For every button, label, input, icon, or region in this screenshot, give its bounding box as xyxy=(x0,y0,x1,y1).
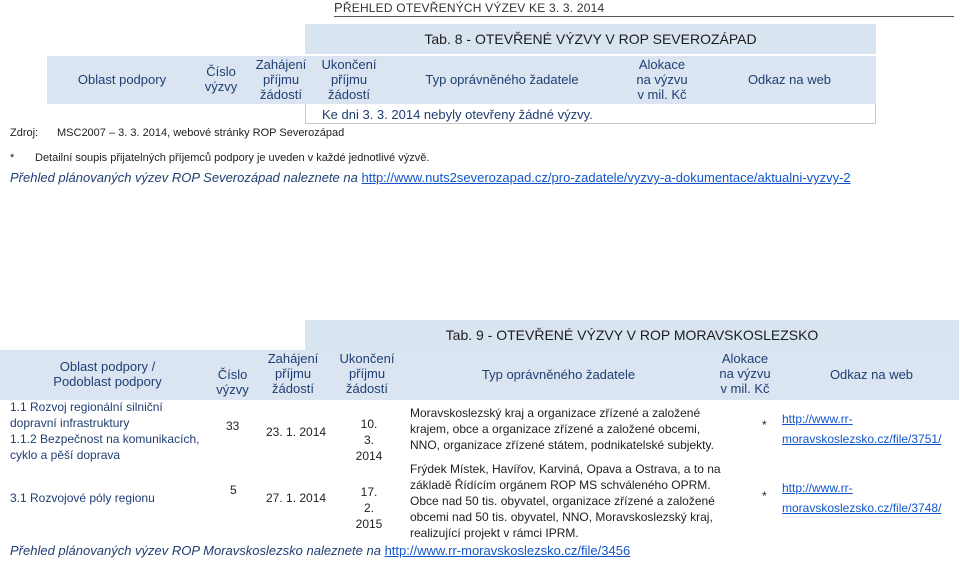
row2-area: 3.1 Rozvojové póly regionu xyxy=(10,491,155,505)
row2-applicant: Frýdek Místek, Havířov, Karviná, Opava a Ostrava, a to na základě Řídícím orgánem ROP MS schváleného OPRM. Obce nad 50 tis. obyvatel, organizace zřízené a založené obcemi nad 50 tis. obyvatel, NNO, Moravskoslezský kraj, realizující projekt v rámci IPRM. xyxy=(410,462,721,540)
col-applicant: Typ oprávněného žadatele xyxy=(481,367,636,382)
col-start: Zahájení příjmu žádostí xyxy=(255,57,307,102)
row2-end: 17. 2. 2015 xyxy=(355,485,383,531)
row1-call-no: 33 xyxy=(226,419,240,433)
col-end: Ukončení příjmu žádostí xyxy=(321,57,377,102)
row2-allocation: * xyxy=(762,489,767,503)
col-area: Oblast podpory / Podoblast podpory xyxy=(53,359,162,389)
col-area: Oblast podpory xyxy=(77,72,167,87)
table8-empty-message: Ke dni 3. 3. 2014 nebyly otevřeny žádné výzvy. xyxy=(322,107,593,122)
col-start: Zahájení příjmu žádostí xyxy=(267,351,319,396)
note-star: * xyxy=(10,152,15,164)
row2-link[interactable]: http://www.rr- moravskoslezsko.cz/file/3748/ xyxy=(782,481,942,515)
table9-title: Tab. 9 - OTEVŘENÉ VÝZVY V ROP MORAVSKOSLEZSKO xyxy=(445,327,819,343)
header-divider xyxy=(334,16,954,17)
page-title: PŘEHLED OTEVŘENÝCH VÝZEV KE 3. 3. 2014 xyxy=(334,0,605,15)
overview-line-severozapad: Přehled plánovaných výzev ROP Severozápad naleznete na http://www.nuts2severozapad.cz/pro-zadatele/vyzvy-a-dokumentace/aktualni-vyzvy-2 xyxy=(10,170,851,185)
table8-header xyxy=(47,56,876,104)
row1-allocation: * xyxy=(762,418,767,432)
row1-applicant: Moravskoslezský kraj a organizace zřízené a založené krajem, obce a organizace zřízené a založené obcemi, NNO, organizace zřízené státem, podnikatelské subjekty. xyxy=(410,406,714,452)
row1-start: 23. 1. 2014 xyxy=(266,425,327,439)
overview-link-moravskoslezsko[interactable]: http://www.rr-moravskoslezsko.cz/file/3456 xyxy=(384,543,631,558)
col-end: Ukončení příjmu žádostí xyxy=(339,351,395,396)
row2-call-no: 5 xyxy=(230,483,237,497)
col-allocation: Alokace na výzvu v mil. Kč xyxy=(636,57,688,102)
row2-start: 27. 1. 2014 xyxy=(266,491,327,505)
note-text: Detailní soupis přijatelných příjemců podpory je uveden v každé jednotlivé výzvě. xyxy=(35,152,430,164)
row1-area: 1.1 Rozvoj regionální silniční dopravní infrastruktury 1.1.2 Bezpečnost na komunikacích, cyklo a pěší doprava xyxy=(10,400,200,462)
overview-link-severozapad[interactable]: http://www.nuts2severozapad.cz/pro-zadatele/vyzvy-a-dokumentace/aktualni-vyzvy-2 xyxy=(361,170,851,185)
source-label: Zdroj: xyxy=(10,127,39,139)
table8-title: Tab. 8 - OTEVŘENÉ VÝZVY V ROP SEVEROZÁPAD xyxy=(424,31,757,47)
col-allocation: Alokace na výzvu v mil. Kč xyxy=(719,351,771,396)
col-call-no: Číslo výzvy xyxy=(204,64,238,94)
row1-end: 10. 3. 2014 xyxy=(355,417,383,463)
overview-line-moravskoslezsko: Přehled plánovaných výzev ROP Moravskoslezsko naleznete na http://www.rr-moravskoslezsko.cz/file/3456 xyxy=(10,543,631,558)
col-call-no: Číslo výzvy xyxy=(216,367,249,397)
col-link: Odkaz na web xyxy=(747,72,832,87)
table9-header xyxy=(0,350,959,400)
col-applicant: Typ oprávněného žadatele xyxy=(425,72,579,87)
col-link: Odkaz na web xyxy=(829,367,914,382)
row1-link[interactable]: http://www.rr- moravskoslezsko.cz/file/3751/ xyxy=(782,412,942,446)
source-text: MSC2007 – 3. 3. 2014, webové stránky ROP Severozápad xyxy=(57,127,345,139)
